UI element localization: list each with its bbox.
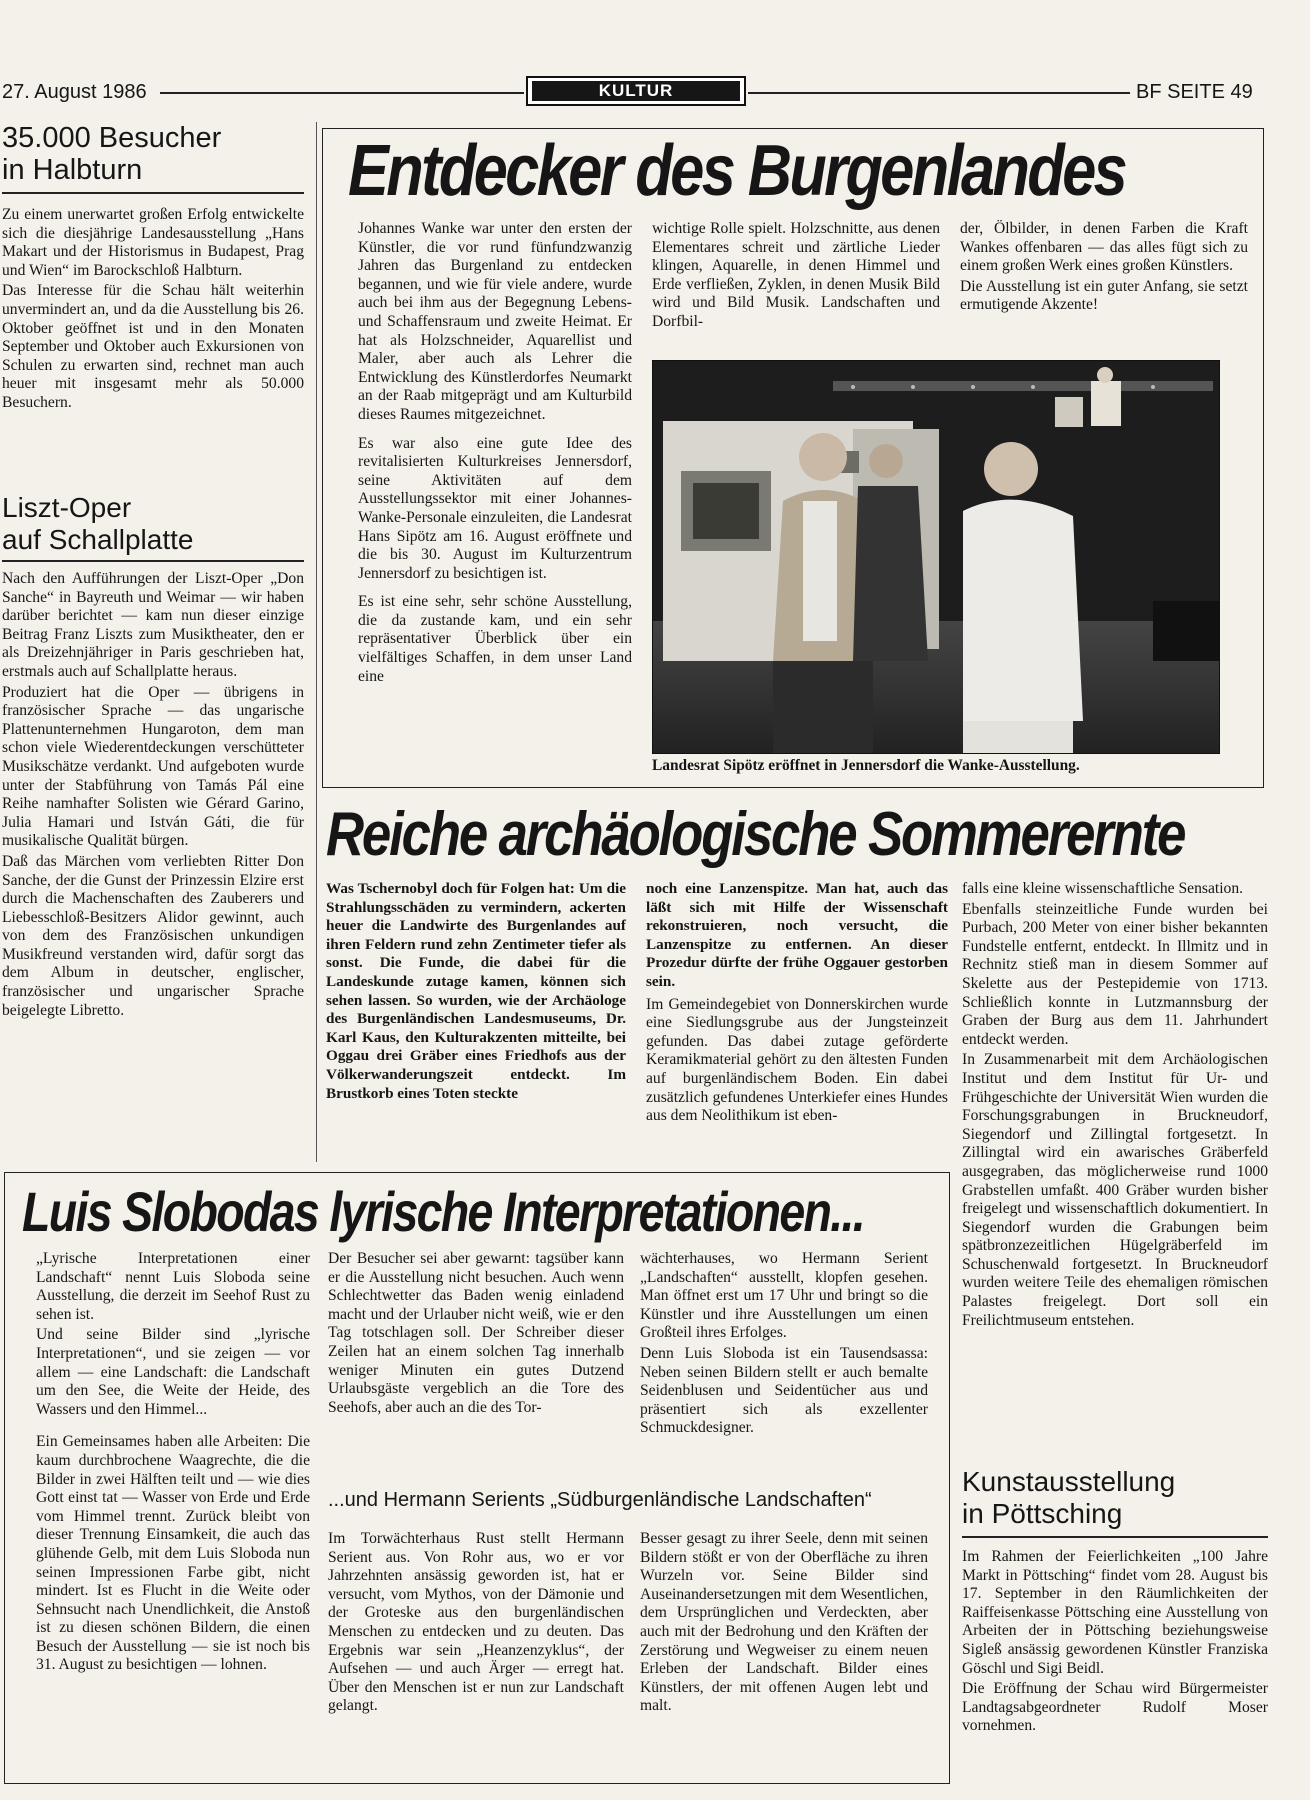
archaeo-col3-paragraph-3: In Zusammenarbeit mit dem Archäologischen Institut und dem Institut für Ur- und Frühgeschichte der Universität Wien wurden die Forschungsgrabungen in Bruckneudorf, Siegendorf und Zillingtal fortgesetzt. In Zillingtal wird ein awarisches Gräberfeld ausgegraben, das möglicherweise rund 1000 Grabstellen umfaßt. 400 Gräber wurden bisher freigelegt und wissenschaftlich dokumentiert. In Siegendorf wurden die Grabungen beim spätbronzezeitlichen Hügelgräberfeld im Schuschenwald fortgesetzt. In Bruckneudorf wurden weitere Teile des ehemaligen römischen Palastes freigelegt. Dort soll ein Freilichtmuseum entstehen.: [962, 1051, 1268, 1329]
sloboda-title: [22, 1180, 932, 1250]
serient-column-2: [640, 1530, 928, 1716]
section-label-inner: KULTUR: [532, 81, 740, 101]
sloboda-col1-paragraph-3: Ein Gemeinsames haben alle Arbeiten: Die kaum durchbrochene Waagrechte, die die Bilder in zwei Hälften teilt und — wie dies Gott einst tat — Wasser von Erde und Erde vom Himmel trennt. Zurück bleibt von dieser Trennung Einsamkeit, die auch das glühende Gelb, mit dem Luis Sloboda nun seinen Impressionen Farbe gibt, nicht mindert. Ist es Flucht in die Weite oder Sehnsucht nach Unendlichkeit, die Anstoß ist zu diesen schönen Bildern, die einen Besuch der Ausstellung — sie ist noch bis 31. August zu besichtigen — lohnen.: [36, 1433, 310, 1674]
besucher-title-line2: in Halbturn: [2, 154, 143, 186]
poettsching-paragraph-2: Die Eröffnung der Schau wird Bürgermeister Landtagsabgeordneter Rudolf Moser vornehmen.: [962, 1680, 1268, 1735]
sloboda-col2-paragraph: Der Besucher sei aber gewarnt: tagsüber kann er die Ausstellung nicht besuchen. Auch wenn Schlechtwetter das Baden wenig einladend macht und der Urlauber nicht weiß, wie er den Tag totschlagen soll. Der Schreiber dieser Zeilen hat an einem solchen Tag innerhalb weniger Minuten ein gutes Dutzend Urlaubsgäste vergeblich an die Tore des Seehofs, aber auch an die des Tor-: [328, 1250, 624, 1416]
poettsching-paragraph-1: Im Rahmen der Feierlichkeiten „100 Jahre Markt in Pöttsching“ findet vom 28. August bis 17. September in den Räumlichkeiten der Raiffeisenkasse Pöttsching eine Ausstellung von Arbeiten der in Pöttsching beziehungsweise Sigleß ansässig gewordenen Künstler Franziska Göschl und Sigi Beidl.: [962, 1548, 1268, 1677]
poettsching-title: [962, 1466, 1268, 1530]
serient-column-1: [328, 1530, 624, 1716]
wanke-col3-paragraph-2: Die Ausstellung ist ein guter Anfang, sie setzt ermutigende Akzente!: [960, 277, 1248, 314]
page-date: 27. August 1986: [2, 81, 147, 103]
besucher-paragraph-2: Das Interesse für die Schau hält weiterhin unvermindert an, und da die Ausstellung bis 26. Oktober geöffnet ist und in den Monaten September und Oktober auch Exkursionen von Schulen zu erwarten sind, rechnet man auch heuer mit insgesamt mehr als 50.000 Besuchern.: [2, 282, 304, 411]
wanke-column-3: [960, 220, 1248, 315]
archaeo-title-text: Reiche archäologische Sommerernte: [326, 800, 1185, 869]
liszt-paragraph-2: Produziert hat die Oper — übrigens in französischer Sprache — das ungarische Plattenunternehmen Hungaroton, dem man schon viele Wiederentdeckungen verschütteter Musikschätze verdankt. Und aufgeboten wurde unter der Stabführung von Tamás Pál eine Reihe namhafter Solisten wie Gérard Garino, Julia Hamari und István Gáti, die für musikalische Qualität bürgen.: [2, 683, 304, 850]
liszt-paragraph-1: Nach den Aufführungen der Liszt-Oper „Don Sanche“ in Bayreuth und Weimar — wir haben darüber berichtet — kam nun dieser einzige Beitrag Franz Liszts zum Musiktheater, den er als Dreizehnjähriger in Paris geschrieben hat, erstmals auch auf Schallplatte heraus.: [2, 570, 304, 680]
poettsching-title-rule: [962, 1536, 1268, 1538]
sloboda-column-3: [640, 1250, 928, 1438]
poettsching-title-line1: Kunstausstellung: [962, 1466, 1176, 1497]
photo-illustration: [653, 361, 1219, 753]
sloboda-title-text: Luis Slobodas lyrische Interpretationen...: [22, 1180, 864, 1243]
wanke-title-text: Entdecker des Burgenlandes: [348, 132, 1126, 211]
serient-col2-paragraph: Besser gesagt zu ihrer Seele, denn mit seinen Bildern stößt er von der Oberfläche zu ihren Wurzeln vor. Seine Bilder sind Auseinandersetzungen mit dem Wesentlichen, dem Ursprünglichen und Verdeckten, aber auch mit der Bedrohung und den Kräften der Zerstörung und Wegweiser zu einem neuen Erleben der Landschaft. Bilder eines Künstlers, der mit offenen Augen lebt und malt.: [640, 1530, 928, 1715]
serient-subtitle: ...und Hermann Serients „Südburgenländische Landschaften“: [328, 1489, 872, 1511]
serient-col1-paragraph: Im Torwächterhaus Rust stellt Hermann Serient aus. Von Rohr aus, wo er vor Jahrzehnten ansässig geworden ist, hat er versucht, vom Mythos, von der Dämonie und der Groteske aus den burgenländischen Menschen zu entdecken und zu deuten. Das Ergebnis war sein „Heanzenzyklus“, der Aufsehen — und auch Ärger — erregt hat. Über den Menschen ist er nun zur Landschaft gelangt.: [328, 1530, 624, 1715]
liszt-title-line1: Liszt-Oper: [2, 492, 132, 523]
wanke-exhibition-photo: [652, 360, 1220, 754]
archaeo-column-2: [646, 880, 948, 1126]
column-divider-left: [316, 122, 317, 1162]
besucher-article: [2, 122, 304, 413]
sloboda-column-1: [36, 1250, 310, 1675]
besucher-title-rule: [2, 192, 304, 194]
wanke-col3-paragraph-1: der, Ölbilder, in denen Farben die Kraft Wankes offenbaren — das alles fügt sich zu einem großen Werk eines großen Künstlers.: [960, 220, 1248, 275]
liszt-article: [2, 492, 304, 1020]
besucher-paragraph-1: Zu einem unerwartet großen Erfolg entwickelte sich die diesjährige Landesausstellung „Hans Makart und der Historismus in Budapest, Prag und Wien“ im Barockschloß Halbturn.: [2, 206, 304, 279]
sloboda-column-2: [328, 1250, 624, 1417]
page-number: BF SEITE 49: [1136, 81, 1253, 103]
section-label-kultur: [526, 76, 746, 106]
archaeo-col2-paragraph: Im Gemeindegebiet von Donnerskirchen wurde eine Siedlungsgrube aus der Jungsteinzeit gefunden. Das dabei zutage geförderte Keramikmaterial gehört zu den ältesten Funden auf burgenländischem Boden. Ein dabei zusätzlich gefundenes Unterkiefer eines Hundes aus dem Neolithikum ist eben-: [646, 995, 948, 1125]
archaeo-title: [326, 800, 1256, 872]
wanke-column-1: [358, 220, 632, 686]
wanke-title: [348, 132, 1228, 212]
header-rule-left: [160, 92, 524, 94]
besucher-title: [2, 122, 304, 186]
sloboda-col3-paragraph-2: Denn Luis Sloboda ist ein Tausendsassa: Neben seinen Bildern stellt er auch bemalte Seidenblusen und Seidentücher aus und präsentiert sich als exzellenter Schmuckdesigner.: [640, 1344, 928, 1437]
archaeo-lead-col1: Was Tschernobyl doch für Folgen hat: Um die Strahlungsschäden zu vermindern, ackerten heuer die Landwirte des Burgenlandes auf ihren Feldern rund zehn Zentimeter tiefer als sonst. Die Funde, die dabei für die Landeskunde zutage kamen, können sich sehen lassen. So wurden, wie der Archäologe des Burgenländischen Landesmuseums, Dr. Karl Kaus, den Kulturakzenten mitteilte, bei Oggau drei Gräber eines Friedhofs aus der Völkerwanderungszeit entdeckt. Im Brustkorb eines Toten steckte: [326, 880, 626, 1102]
wanke-col1-paragraph-3: Es ist eine sehr, sehr schöne Ausstellung, die da zustande kam, und ein sehr repräsentativer Überblick über ein vielfältiges Schaffen, in dem unser Land eine: [358, 593, 632, 685]
liszt-title: [2, 492, 304, 556]
besucher-title-line1: 35.000 Besucher: [2, 122, 222, 154]
archaeo-column-1: [326, 880, 626, 1103]
wanke-col1-paragraph-2: Es war also eine gute Idee des revitalisierten Kulturkreises Jennersdorf, seine Aktivitäten auf dem Ausstellungssektor mit einer Johannes-Wanke-Personale einzuleiten, die Landesrat Hans Sipötz am 16. August eröffnete und die bis 30. August im Kulturzentrum Jennersdorf zu besichtigen ist.: [358, 434, 632, 582]
poettsching-title-line2: in Pöttsching: [962, 1498, 1123, 1529]
wanke-column-2: [652, 220, 940, 332]
archaeo-col3-paragraph-2: Ebenfalls steinzeitliche Funde wurden bei Purbach, 200 Meter von einer bisher bekannten Fundstelle entfernt, entdeckt. In Illmitz und in Rechnitz stieß man in diesem Sommer auf Skelette aus der Pestepidemie von 1713. Schließlich konnte in Lutzmannsburg der Graben der Burg aus dem 11. Jahrhundert entdeckt werden.: [962, 900, 1268, 1048]
archaeo-col3-paragraph-1: falls eine kleine wissenschaftliche Sensation.: [962, 880, 1244, 897]
header-rule-right: [748, 92, 1130, 94]
liszt-title-line2: auf Schallplatte: [2, 524, 194, 555]
sloboda-col3-paragraph-1: wächterhauses, wo Hermann Serient „Landschaften“ ausstellt, klopfen gesehen. Man öffnet erst um 17 Uhr und bringt so die Künstler und ihre Ausstellungen um einen Großteil ihres Erfolges.: [640, 1250, 928, 1342]
sloboda-col1-paragraph-2: Und seine Bilder sind „lyrische Interpretationen“, und sie zeigen — vor allem — eine Landschaft: die Landschaft um den See, die Weite der Heide, des Wassers und den Himmel...: [36, 1326, 310, 1418]
wanke-photo-caption: Landesrat Sipötz eröffnet in Jennersdorf die Wanke-Ausstellung.: [652, 757, 1080, 774]
wanke-col1-paragraph-1: Johannes Wanke war unter den ersten der Künstler, die vor rund fünfundzwanzig Jahren das Burgenland zu entdecken begannen, und wie für viele andere, wurde auch bei ihm aus der Begegnung Lebens- und Schaffensraum und zweite Heimat. Er hat als Holzschneider, Aquarellist und Maler, aber auch als Lehrer die Entwicklung des Künstlerdorfes Neumarkt an der Raab mitgeprägt und am Kulturbild dieses Raumes mitgezeichnet.: [358, 220, 632, 423]
liszt-paragraph-3: Daß das Märchen vom verliebten Ritter Don Sanche, der die Gunst der Prinzessin Elzire erst durch die Machenschaften des Zauberers und Liebesschloß-Besitzers Alidor gewinnt, auch von dem des Französischen unkundigen Musikfreund verstanden wird, dafür sorgt das dem Album in deutscher, englischer, französischer und ungarischer Sprache beigelegte Libretto.: [2, 852, 304, 1019]
liszt-title-rule: [2, 560, 304, 562]
archaeo-lead-col2: noch eine Lanzenspitze. Man hat, auch das läßt sich mit Hilfe der Wissenschaft rekonstruieren, noch versucht, die Lanzenspitze zu entfernen. An dieser Prozedur dürfte der frühe Oggauer gestorben sein.: [646, 880, 948, 990]
archaeo-column-3: [962, 880, 1268, 1330]
wanke-col2-paragraph: wichtige Rolle spielt. Holzschnitte, aus denen Elementares schreit und zärtliche Lieder klingen, Aquarelle, in denen Himmel und Erde verfließen, Zyklen, in denen Musik Bild wird und Bild Musik. Landschaften und Dorfbil-: [652, 220, 940, 330]
poettsching-article: [962, 1466, 1268, 1736]
sloboda-col1-paragraph-1: „Lyrische Interpretationen einer Landschaft“ nennt Luis Sloboda seine Ausstellung, die derzeit im Seehof Rust zu sehen ist.: [36, 1250, 310, 1323]
